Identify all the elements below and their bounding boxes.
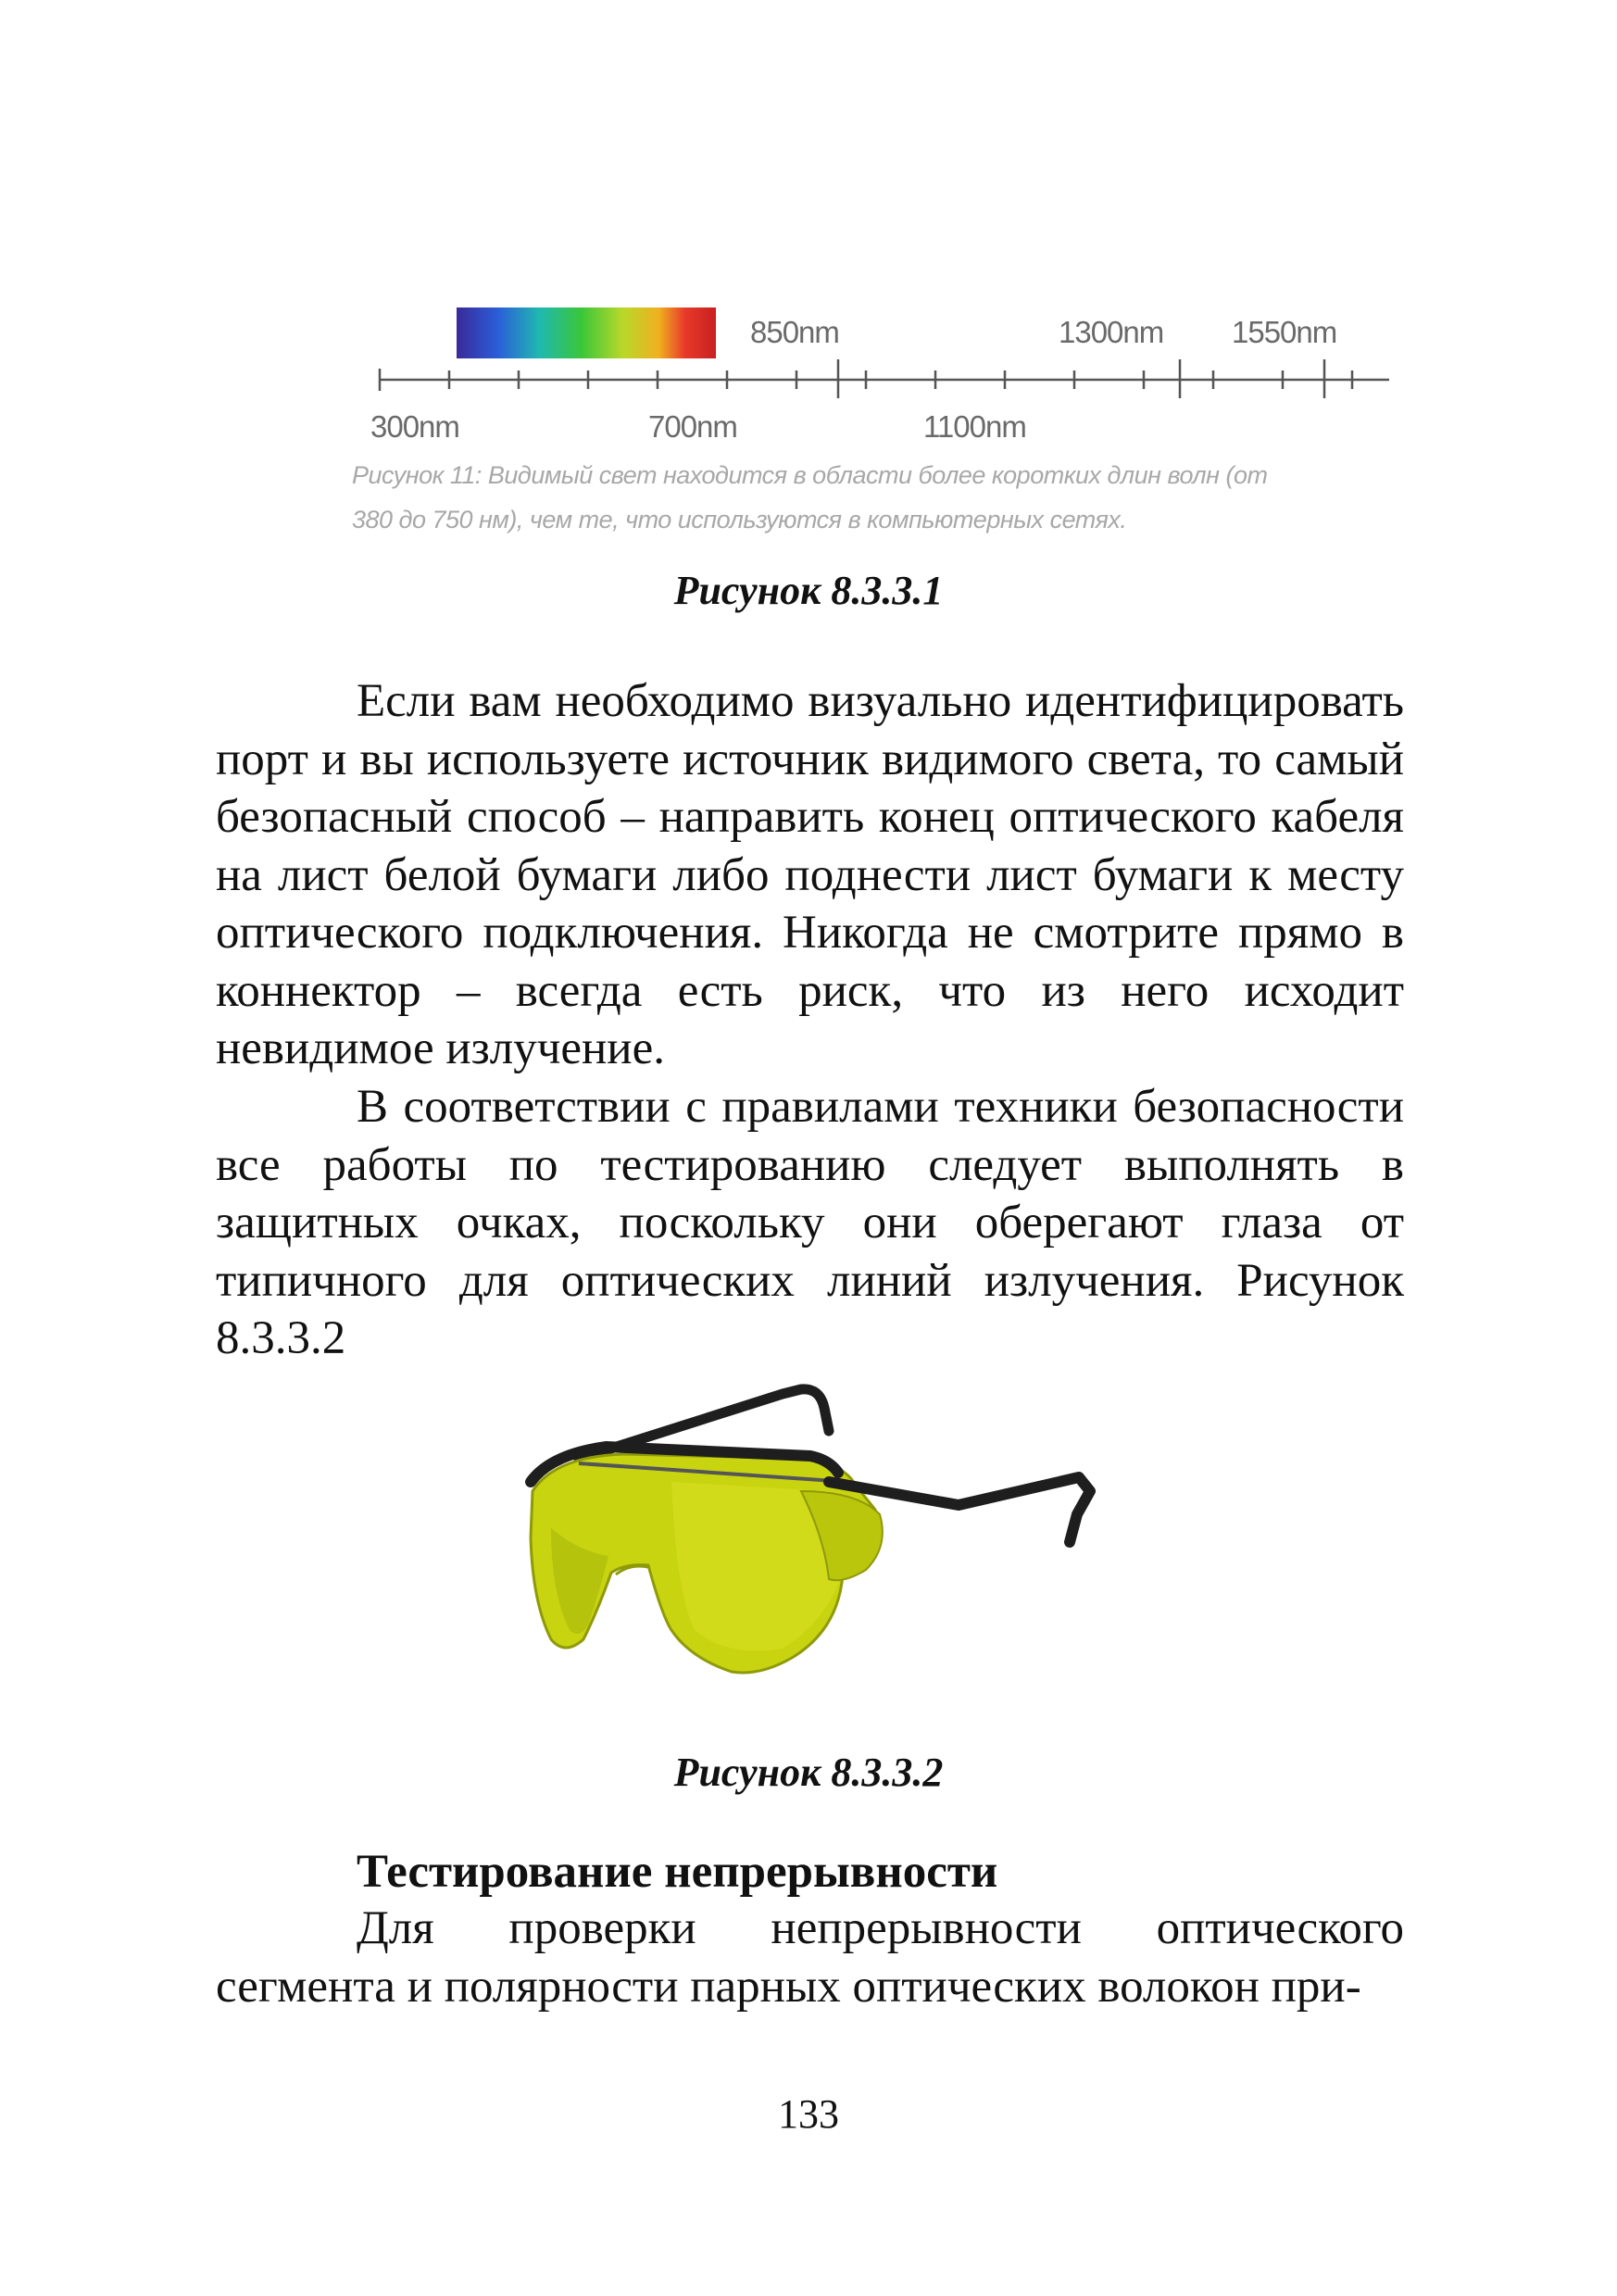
spectrum-inner-caption-line1: Рисунок 11: Видимый свет находится в области более коротких длин волн (от [352, 461, 1268, 489]
label-1550nm: 1550nm [1232, 315, 1337, 349]
safety-goggles-image [523, 1352, 1097, 1695]
paragraph-text: Для проверки непрерывности оптического сегмента и полярности парных оптических волокон при- [216, 1902, 1404, 2013]
label-700nm: 700nm [648, 409, 737, 444]
spectrum-figure [352, 278, 1408, 593]
page-number: 133 [778, 2091, 839, 2137]
spectrum-inner-caption-line2: 380 до 750 нм), чем те, что используются в компьютерных сетях. [352, 506, 1127, 533]
section-heading: Тестирование непрерывности [357, 1846, 998, 1898]
paragraph-text: В соответствии с правилами техники безопасности все работы по тестированию следует выполнять в защитных очках, поскольку они оберегают глаза от типичного для оптических линий излучения. Рисунок 8.3.3.2 [216, 1081, 1404, 1364]
paragraph-text: Если вам необходимо визуально идентифицировать порт и вы используете источник видимого света, то самый безопасный способ – направить конец оптического кабеля на лист белой бумаги либо поднести лист бумаги к месту оптического подключения. Никогда не смотрите прямо в коннектор – всегда есть риск, что из него исходит невидимое излучение. [216, 675, 1404, 1074]
figure-caption-8-3-3-1: Рисунок 8.3.3.1 [673, 568, 944, 613]
paragraph-visual-identification [216, 672, 1404, 1078]
label-850nm: 850nm [750, 315, 839, 349]
label-300nm: 300nm [370, 409, 459, 444]
paragraph-safety-goggles [216, 1078, 1404, 1368]
visible-spectrum-bar [457, 307, 716, 358]
figure-caption-8-3-3-2: Рисунок 8.3.3.2 [673, 1750, 944, 1795]
paragraph-continuity-testing [216, 1900, 1404, 2015]
label-1300nm: 1300nm [1059, 315, 1164, 349]
label-1100nm: 1100nm [923, 409, 1026, 444]
